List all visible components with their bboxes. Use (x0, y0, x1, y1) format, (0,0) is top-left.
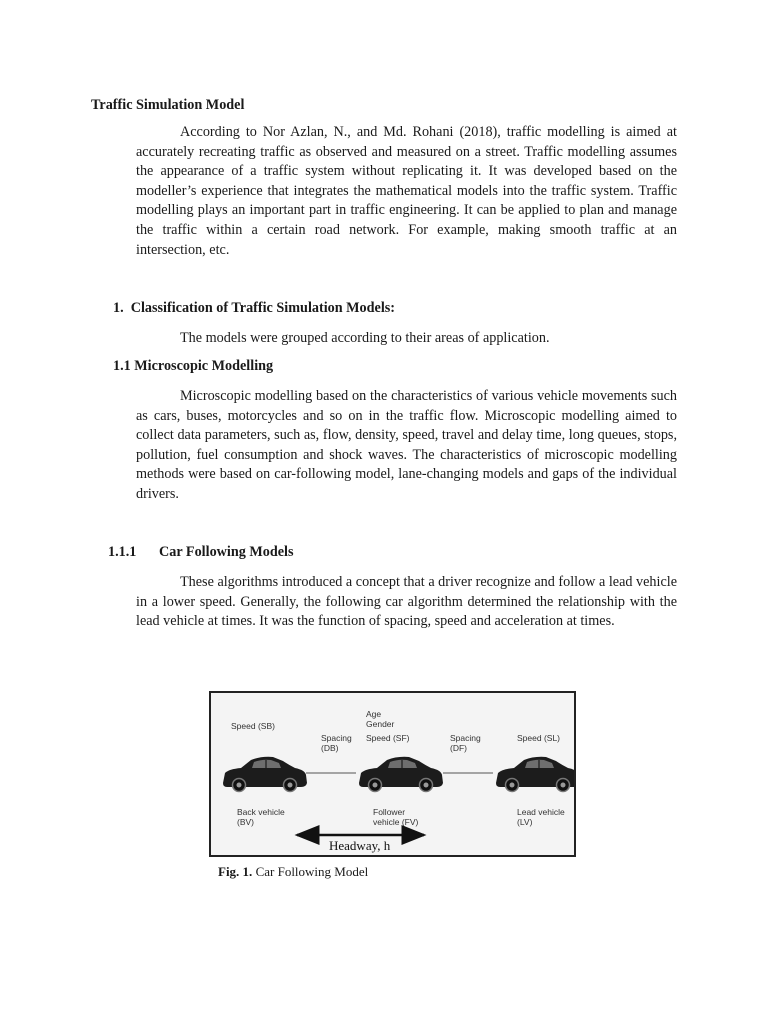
car-following-diagram (211, 693, 574, 855)
car-following-figure (209, 691, 576, 857)
speed-sl-label: Speed (SL) (517, 733, 560, 743)
age-label: Age (366, 709, 382, 719)
lead-vehicle-label: Lead vehicle (517, 807, 565, 817)
section-1-1-1-heading (108, 543, 294, 563)
section-1-heading (113, 299, 395, 319)
speed-sf-label: Speed (SF) (366, 733, 410, 743)
gender-label: Gender (366, 719, 395, 729)
headway-label: Headway, h (329, 838, 391, 853)
section-1-1-1-title: Car Following Models (159, 544, 294, 560)
section-1-1-heading: 1.1 Microscopic Modelling (113, 358, 274, 374)
page-title: Traffic Simulation Model (91, 97, 245, 113)
section-1-number: 1. (113, 300, 124, 316)
follower-vehicle-code: vehicle (FV) (373, 817, 419, 827)
intro-paragraph: According to Nor Azlan, N., and Md. Rohani (2018), traffic modelling is aimed at accurately recreating traffic as observed and measured on a street. Traffic modelling assumes the appearance of a traffic system without replicating it. It was developed based on the modeller’s experience that integrates the mathematical models into the traffic system. Traffic modelling plays an important part in traffic engineering. It can be applied to plan and manage the traffic within a certain road network. For example, making smooth traffic at an intersection, etc. (136, 124, 677, 258)
section-1-1-1-paragraph: These algorithms introduced a concept that a driver recognize and follow a lead vehicle in a lower speed. Generally, the following car algorithm determined the relationship with the lead vehicle at times. It was the function of spacing, speed and acceleration at times. (136, 574, 677, 630)
figure-caption (218, 862, 368, 882)
lead-vehicle-code: (LV) (517, 817, 533, 827)
spacing-df-label: Spacing (450, 733, 481, 743)
section-1-text: The models were grouped according to their areas of application. (180, 330, 550, 346)
section-1-title: Classification of Traffic Simulation Models: (130, 300, 396, 316)
figure-caption-text: Car Following Model (255, 864, 369, 879)
section-1-1-paragraph: Microscopic modelling based on the characteristics of various vehicle movements such as cars, buses, motorcycles and so on in the traffic flow. Microscopic modelling aimed to collect data parameters, such as, flow, density, speed, travel and delay time, long queues, stops, pollution, fuel consumption and shock waves. The characteristics of microscopic modelling methods were based on car-following model, lane-changing models and gaps of the individual drivers. (136, 388, 677, 502)
follower-vehicle-car-icon (359, 757, 443, 792)
spacing-db-code: (DB) (321, 743, 339, 753)
section-1-1-1-number: 1.1.1 (108, 544, 137, 560)
spacing-db-label: Spacing (321, 733, 352, 743)
back-vehicle-label: Back vehicle (237, 807, 285, 817)
back-vehicle-code: (BV) (237, 817, 254, 827)
back-vehicle-car-icon (223, 757, 307, 792)
figure-caption-label: Fig. 1. (218, 864, 253, 879)
speed-sb-label: Speed (SB) (231, 721, 275, 731)
lead-vehicle-car-icon (496, 757, 574, 792)
follower-vehicle-label: Follower (373, 807, 406, 817)
spacing-df-code: (DF) (450, 743, 467, 753)
